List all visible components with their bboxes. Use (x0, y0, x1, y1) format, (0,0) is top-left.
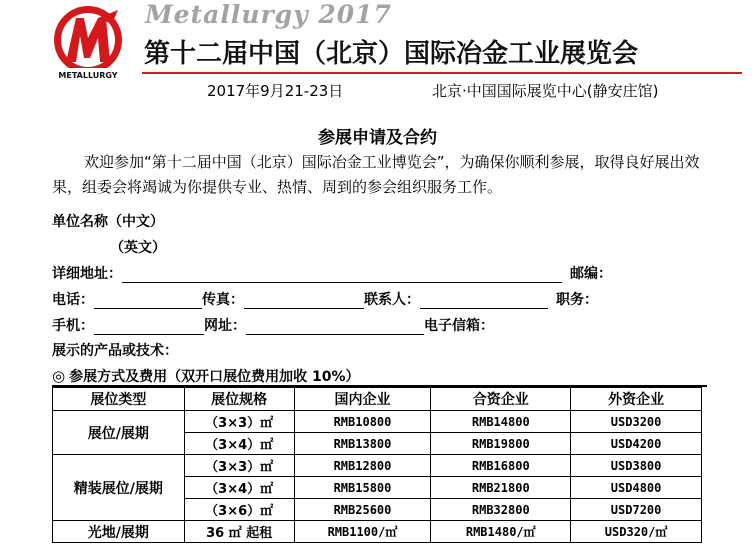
foreign-price-cell: USD7200 (571, 499, 702, 521)
booth-spec-cell: （3×3）㎡ (184, 411, 294, 433)
foreign-price-cell: USD3200 (571, 411, 702, 433)
address-field[interactable] (122, 268, 562, 283)
table-header-row (53, 388, 702, 411)
svg-text:METALLURGY: METALLURGY (58, 71, 118, 80)
booth-spec-cell: （3×3）㎡ (184, 455, 294, 477)
foreign-price-cell: USD4800 (571, 477, 702, 499)
exhibition-headline: 第十二届中国（北京）国际冶金工业展览会 (144, 39, 639, 69)
table-row (53, 411, 702, 433)
joint-price-cell: RMB21800 (431, 477, 571, 499)
metallurgy-logo (40, 4, 136, 84)
fees-section-heading (52, 366, 359, 386)
booth-spec-cell: （3×6）㎡ (184, 499, 294, 521)
document-title: 参展申请及合约 (318, 128, 437, 148)
domestic-price-cell: RMB13800 (294, 433, 431, 455)
form-row-phone (52, 289, 598, 309)
address-label: 详细地址： (52, 266, 122, 282)
header-domestic: 国内企业 (294, 388, 431, 411)
phone-label: 电话： (52, 292, 94, 308)
exhibition-venue: 北京·中国国际展览中心(静安庄馆) (432, 82, 659, 100)
intro-paragraph (52, 150, 702, 200)
form-row-company-cn (52, 211, 164, 231)
joint-price-cell: RMB1480/㎡ (431, 521, 571, 543)
booth-type-cell: 展位/展期 (53, 411, 185, 455)
website-field[interactable] (246, 320, 424, 335)
booth-spec-cell: （3×4）㎡ (184, 477, 294, 499)
contact-label: 联系人： (364, 292, 420, 308)
form-row-products (52, 340, 178, 360)
domestic-price-cell: RMB12800 (294, 455, 431, 477)
bullet-circle-icon: ◎ (52, 367, 66, 385)
domestic-price-cell: RMB25600 (294, 499, 431, 521)
domestic-price-cell: RMB10800 (294, 411, 431, 433)
fee-table (52, 387, 702, 543)
form-row-company-en (110, 237, 166, 257)
header-type: 展位类型 (53, 388, 185, 411)
form-row-address (52, 263, 612, 283)
intro-text: 欢迎参加“第十二届中国（北京）国际冶金工业博览会”，为确保你顺利参展，取得良好展出效果，组委会将竭诚为你提供专业、热情、周到的参会组织服务工作。 (52, 153, 700, 196)
exhibition-dates: 2017年9月21-23日 (207, 82, 344, 100)
header-joint: 合资企业 (431, 388, 571, 411)
table-row (53, 455, 702, 477)
domestic-price-cell: RMB15800 (294, 477, 431, 499)
joint-price-cell: RMB32800 (431, 499, 571, 521)
mobile-label: 手机： (52, 318, 94, 334)
website-label: 网址： (204, 318, 246, 334)
form-row-mobile (52, 315, 494, 335)
booth-type-cell: 光地/展期 (53, 521, 185, 543)
header-foreign: 外资企业 (571, 388, 702, 411)
joint-price-cell: RMB14800 (431, 411, 571, 433)
fees-section-title: 参展方式及费用（双开口展位费用加收 10%） (69, 369, 360, 385)
booth-type-cell: 精装展位/展期 (53, 455, 185, 521)
table-row (53, 521, 702, 543)
fax-field[interactable] (244, 294, 364, 309)
foreign-price-cell: USD3800 (571, 455, 702, 477)
fax-label: 传真： (202, 292, 244, 308)
products-label: 展示的产品或技术： (52, 343, 178, 359)
header-spec: 展位规格 (184, 388, 294, 411)
company-cn-label: 单位名称（中文） (52, 214, 164, 230)
position-label: 职务： (556, 292, 598, 308)
mobile-field[interactable] (94, 320, 204, 335)
joint-price-cell: RMB16800 (431, 455, 571, 477)
brand-title: Metallurgy 2017 (145, 0, 392, 29)
header-divider (142, 72, 742, 74)
foreign-price-cell: USD4200 (571, 433, 702, 455)
booth-spec-cell: （3×4）㎡ (184, 433, 294, 455)
domestic-price-cell: RMB1100/㎡ (294, 521, 431, 543)
phone-field[interactable] (94, 294, 202, 309)
foreign-price-cell: USD320/㎡ (571, 521, 702, 543)
postcode-label: 邮编： (570, 266, 612, 282)
booth-spec-cell: 36 ㎡ 起租 (184, 521, 294, 543)
email-label: 电子信箱： (424, 318, 494, 334)
contact-field[interactable] (420, 294, 548, 309)
joint-price-cell: RMB19800 (431, 433, 571, 455)
company-en-label: （英文） (110, 240, 166, 256)
